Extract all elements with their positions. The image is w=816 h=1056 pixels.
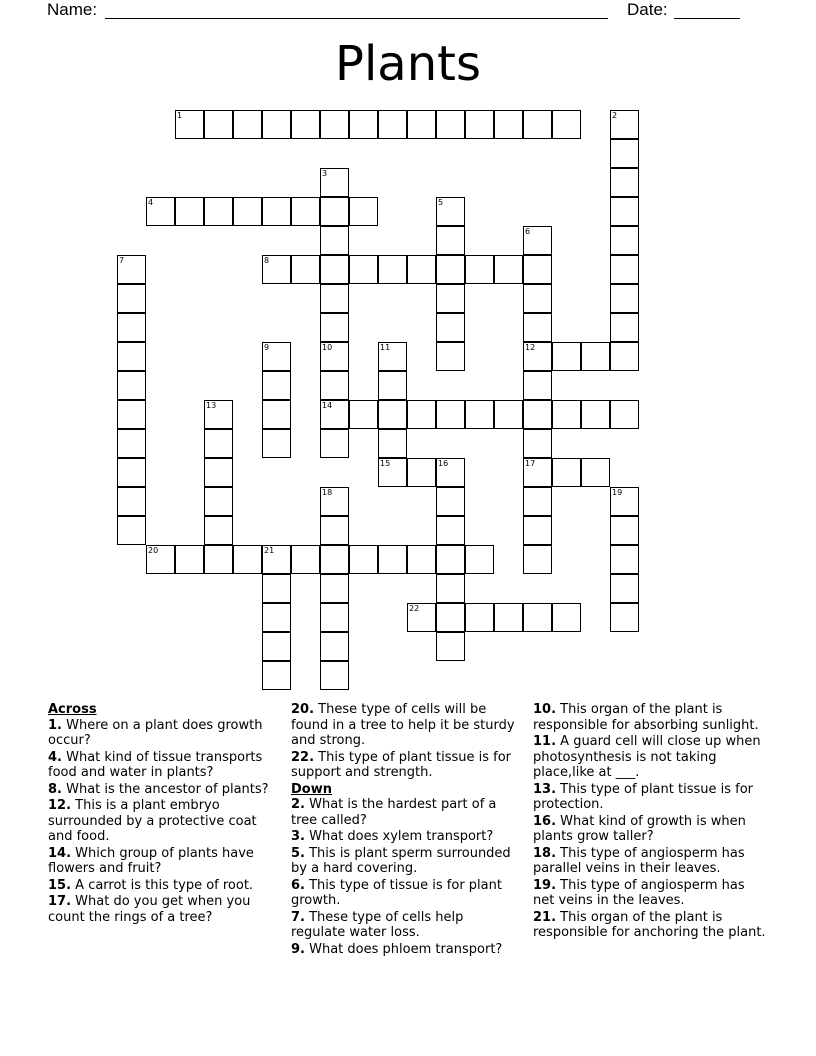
grid-cell[interactable] [320,255,349,284]
grid-cell[interactable] [378,371,407,400]
clue-item-text: What does phloem transport? [304,941,503,957]
clue-item-text: What is the hardest part of a tree called? [291,797,497,828]
grid-cell[interactable] [523,516,552,545]
clue-item-text: This type of plant tissue is for protection. [533,781,754,812]
grid-cell[interactable] [378,342,407,371]
clue-item [291,797,517,828]
grid-cell[interactable] [436,110,465,139]
grid-cell[interactable] [523,429,552,458]
grid-cell[interactable] [610,603,639,632]
grid-cell[interactable] [204,487,233,516]
grid-cell[interactable] [407,458,436,487]
grid-cell[interactable] [204,197,233,226]
grid-cell[interactable] [320,545,349,574]
clue-item-number: 3. [291,829,305,844]
page-title: Plants [335,36,481,92]
clue-item-text: What is the ancestor of plants? [61,781,269,797]
grid-cell[interactable] [436,226,465,255]
grid-cell[interactable] [436,458,465,487]
grid-cell[interactable] [523,487,552,516]
clue-item-number: 18. [533,845,557,861]
clue-item [533,782,769,813]
grid-cell[interactable] [204,516,233,545]
clue-number: 9 [264,343,270,352]
clue-item [533,878,769,909]
clue-item-text: This organ of the plant is responsible for anchoring the plant. [533,909,766,940]
clue-item-text: This is a plant embryo surrounded by a protective coat and food. [48,798,257,844]
grid-cell[interactable] [610,197,639,226]
grid-cell[interactable] [436,342,465,371]
clue-item-number: 4. [48,749,62,765]
clue-item [533,846,769,877]
grid-cell[interactable] [117,371,146,400]
grid-cell[interactable] [436,197,465,226]
grid-cell[interactable] [610,342,639,371]
grid-cell[interactable] [436,400,465,429]
grid-cell[interactable] [320,603,349,632]
grid-cell[interactable] [378,255,407,284]
grid-cell[interactable] [204,400,233,429]
grid-cell[interactable] [523,400,552,429]
grid-cell[interactable] [610,313,639,342]
grid-cell[interactable] [523,284,552,313]
clue-item-number: 17. [48,894,72,909]
clue-item-number: 22. [291,749,315,765]
clue-number: 20 [148,546,159,555]
grid-cell[interactable] [378,545,407,574]
grid-cell[interactable] [349,197,378,226]
grid-cell[interactable] [523,226,552,255]
grid-cell[interactable] [262,255,291,284]
grid-cell[interactable] [436,603,465,632]
grid-cell[interactable] [117,313,146,342]
clue-item-number: 11. [533,734,557,749]
clue-number: 4 [148,198,154,207]
clue-item-text: Which group of plants have flowers and fruit? [48,845,254,876]
grid-cell[interactable] [262,110,291,139]
grid-cell[interactable] [407,400,436,429]
grid-cell[interactable] [523,255,552,284]
grid-cell[interactable] [465,110,494,139]
grid-cell[interactable] [494,255,523,284]
clue-item-text: This type of angiosperm has parallel veins in their leaves. [533,845,745,876]
grid-cell[interactable] [610,400,639,429]
grid-cell[interactable] [233,197,262,226]
clue-item [48,798,274,845]
grid-cell[interactable] [610,487,639,516]
grid-cell[interactable] [204,458,233,487]
grid-cell[interactable] [117,458,146,487]
clue-number: 21 [264,546,275,555]
grid-cell[interactable] [117,255,146,284]
grid-cell[interactable] [175,110,204,139]
grid-cell[interactable] [320,661,349,690]
grid-cell[interactable] [320,371,349,400]
clue-number: 2 [612,111,618,120]
clue-item-text: What kind of growth is when plants grow taller? [533,813,746,844]
clue-number: 12 [525,343,536,352]
clue-item-text: These type of cells help regulate water loss. [291,909,464,940]
grid-cell[interactable] [523,313,552,342]
clue-item-text: This organ of the plant is responsible for absorbing sunlight. [533,702,759,733]
grid-cell[interactable] [320,168,349,197]
grid-cell[interactable] [262,545,291,574]
clues-column-1 [48,702,274,926]
clue-number: 18 [322,488,333,497]
grid-cell[interactable] [175,197,204,226]
clue-item-number: 2. [291,797,305,812]
clue-item-number: 20. [291,702,315,717]
clue-item [533,814,769,845]
grid-cell[interactable] [320,226,349,255]
grid-cell[interactable] [407,255,436,284]
grid-cell[interactable] [233,110,262,139]
clue-item-number: 6. [291,877,305,893]
grid-cell[interactable] [146,545,175,574]
grid-cell[interactable] [262,371,291,400]
grid-cell[interactable] [610,110,639,139]
grid-cell[interactable] [320,313,349,342]
grid-cell[interactable] [349,400,378,429]
clue-number: 1 [177,111,183,120]
grid-cell[interactable] [378,429,407,458]
clue-item [48,750,274,781]
clue-section-heading: Across [48,702,97,717]
grid-cell[interactable] [610,574,639,603]
grid-cell[interactable] [262,661,291,690]
clue-item-text: A guard cell will close up when photosynthesis is not taking place,like at ___. [533,734,761,780]
clue-number: 10 [322,343,333,352]
grid-cell[interactable] [291,255,320,284]
clue-item-text: What kind of tissue transports food and water in plants? [48,749,263,780]
grid-cell[interactable] [523,110,552,139]
clue-item [48,782,274,798]
grid-cell[interactable] [407,545,436,574]
grid-cell[interactable] [436,487,465,516]
grid-cell[interactable] [320,197,349,226]
clue-number: 7 [119,256,125,265]
clue-item-text: What does xylem transport? [304,829,494,844]
clue-item-number: 10. [533,702,557,717]
grid-cell[interactable] [320,284,349,313]
grid-cell[interactable] [610,168,639,197]
clue-item-text: This type of plant tissue is for support and strength. [291,749,512,780]
grid-cell[interactable] [262,400,291,429]
clue-item-text: This type of angiosperm has net veins in the leaves. [533,877,745,908]
grid-cell[interactable] [523,603,552,632]
grid-cell[interactable] [610,284,639,313]
grid-cell[interactable] [349,255,378,284]
grid-cell[interactable] [146,197,175,226]
clue-item [291,846,517,877]
grid-cell[interactable] [117,516,146,545]
grid-cell[interactable] [320,516,349,545]
grid-cell[interactable] [117,487,146,516]
grid-cell[interactable] [436,516,465,545]
grid-cell[interactable] [436,255,465,284]
grid-cell[interactable] [552,458,581,487]
clue-item [291,702,517,749]
clue-item-number: 1. [48,717,62,733]
grid-cell[interactable] [523,371,552,400]
clue-item-text: A carrot is this type of root. [71,877,254,893]
clue-item-number: 14. [48,845,72,861]
clue-item-number: 16. [533,813,557,829]
clue-item-text: These type of cells will be found in a tree to help it be sturdy and strong. [291,702,515,748]
date-label: Date: [627,0,668,19]
clue-number: 6 [525,227,531,236]
grid-cell[interactable] [117,284,146,313]
clue-number: 13 [206,401,217,410]
clue-section-heading: Down [291,781,332,797]
grid-cell[interactable] [494,110,523,139]
clue-item-number: 9. [291,941,305,957]
grid-cell[interactable] [262,603,291,632]
grid-cell[interactable] [436,574,465,603]
grid-cell[interactable] [262,342,291,371]
grid-cell[interactable] [378,400,407,429]
clue-item-number: 21. [533,909,557,925]
clue-item-number: 19. [533,877,557,893]
clue-number: 15 [380,459,391,468]
clue-number: 5 [438,198,444,207]
grid-cell[interactable] [262,632,291,661]
grid-cell[interactable] [320,342,349,371]
grid-cell[interactable] [552,603,581,632]
grid-cell[interactable] [494,400,523,429]
grid-cell[interactable] [117,400,146,429]
clues-column-2 [291,702,517,958]
clue-item-number: 7. [291,909,305,925]
grid-cell[interactable] [581,342,610,371]
clue-item-number: 8. [48,781,62,797]
grid-cell[interactable] [407,603,436,632]
grid-cell[interactable] [320,429,349,458]
grid-cell[interactable] [581,400,610,429]
clue-item-number: 15. [48,877,72,893]
clue-number: 14 [322,401,333,410]
grid-cell[interactable] [610,226,639,255]
clue-number: 3 [322,169,328,178]
clue-item-text: What do you get when you count the rings of a tree? [48,894,251,925]
grid-cell[interactable] [320,400,349,429]
grid-cell[interactable] [349,110,378,139]
clue-item-text: This is plant sperm surrounded by a hard covering. [291,845,511,876]
grid-cell[interactable] [378,458,407,487]
grid-cell[interactable] [465,545,494,574]
clue-item [48,718,274,749]
grid-cell[interactable] [291,110,320,139]
clue-item-number: 5. [291,845,305,861]
clue-item-text: This type of tissue is for plant growth. [291,877,502,908]
grid-cell[interactable] [610,139,639,168]
grid-cell[interactable] [436,632,465,661]
clue-item [48,878,274,894]
grid-cell[interactable] [552,342,581,371]
grid-cell[interactable] [465,255,494,284]
clue-number: 22 [409,604,420,613]
clue-item [291,942,517,958]
clue-item-text: Where on a plant does growth occur? [48,717,263,748]
clue-item-number: 13. [533,781,557,797]
clue-number: 16 [438,459,449,468]
clue-number: 8 [264,256,270,265]
grid-cell[interactable] [320,632,349,661]
grid-cell[interactable] [262,429,291,458]
clue-number: 19 [612,488,623,497]
grid-cell[interactable] [465,400,494,429]
grid-cell[interactable] [291,545,320,574]
grid-cell[interactable] [320,487,349,516]
grid-cell[interactable] [262,197,291,226]
grid-cell[interactable] [378,110,407,139]
grid-cell[interactable] [117,342,146,371]
grid-cell[interactable] [523,545,552,574]
grid-cell[interactable] [320,574,349,603]
clue-item [291,910,517,941]
grid-cell[interactable] [523,458,552,487]
grid-cell[interactable] [552,110,581,139]
grid-cell[interactable] [552,400,581,429]
clue-item [533,734,769,781]
clue-item [291,878,517,909]
grid-cell[interactable] [175,545,204,574]
grid-cell[interactable] [610,516,639,545]
grid-cell[interactable] [523,342,552,371]
name-label: Name: [47,0,98,19]
clue-item [48,846,274,877]
grid-cell[interactable] [291,197,320,226]
clue-item [291,829,517,845]
clue-item [48,894,274,925]
clue-number: 17 [525,459,536,468]
grid-cell[interactable] [581,458,610,487]
grid-cell[interactable] [320,110,349,139]
grid-cell[interactable] [494,603,523,632]
clue-item [291,750,517,781]
grid-cell[interactable] [610,545,639,574]
grid-cell[interactable] [204,545,233,574]
grid-cell[interactable] [349,545,378,574]
clue-item [533,702,769,733]
grid-cell[interactable] [204,110,233,139]
grid-cell[interactable] [233,545,262,574]
grid-cell[interactable] [117,429,146,458]
grid-cell[interactable] [262,574,291,603]
clues-column-3 [533,702,769,942]
clue-number: 11 [380,343,391,352]
grid-cell[interactable] [436,545,465,574]
grid-cell[interactable] [436,284,465,313]
grid-cell[interactable] [407,110,436,139]
clue-item [533,910,769,941]
clue-item-number: 12. [48,798,72,813]
grid-cell[interactable] [465,603,494,632]
grid-cell[interactable] [436,313,465,342]
grid-cell[interactable] [610,255,639,284]
grid-cell[interactable] [204,429,233,458]
